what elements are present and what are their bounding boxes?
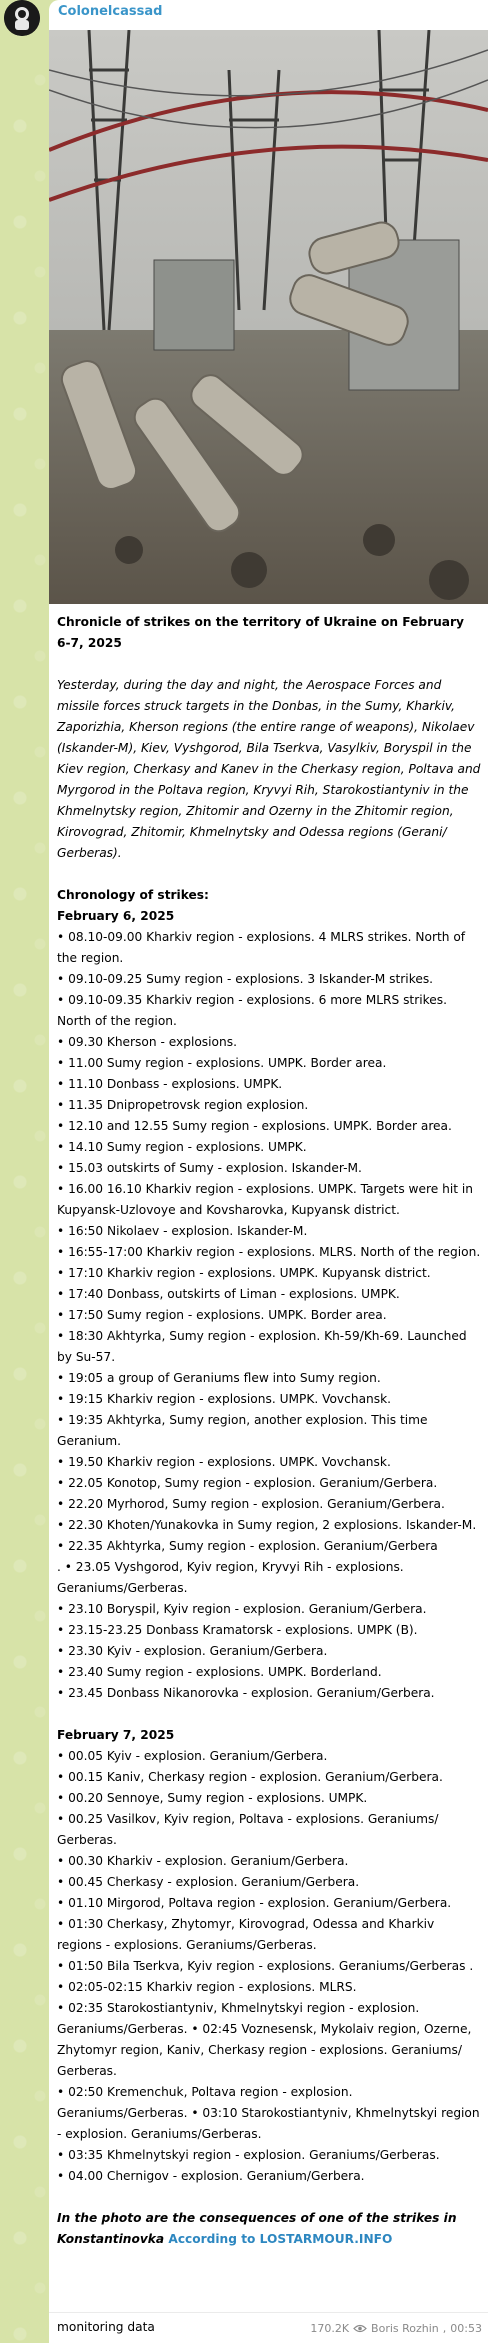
strike-item: • 17:10 Kharkiv region - explosions. UMPK. Kupyansk district.	[57, 1266, 431, 1280]
strike-item: • 00.45 Cherkasy - explosion. Geranium/Gerbera.	[57, 1875, 360, 1889]
source-link[interactable]: According to LOSTARMOUR.INFO	[168, 2232, 393, 2246]
strike-item: • 18:30 Akhtyrka, Sumy region - explosion. Kh-59/Kh-69. Launched by Su-57.	[57, 1329, 467, 1364]
strike-item: • 00.25 Vasilkov, Kyiv region, Poltava - explosions. Geraniums/ Gerberas.	[57, 1812, 439, 1847]
strike-item: • 17:50 Sumy region - explosions. UMPK. Border area.	[57, 1308, 387, 1322]
author-name: Boris Rozhin	[371, 2322, 439, 2335]
strike-item: • 08.10-09.00 Kharkiv region - explosions. 4 MLRS strikes. North of the region.	[57, 930, 466, 965]
message-meta: 170.2K Boris Rozhin , 00:53	[310, 2322, 482, 2335]
channel-avatar-icon	[4, 0, 40, 36]
strike-item: • 16:55-17:00 Kharkiv region - explosions. MLRS. North of the region.	[57, 1245, 481, 1259]
strike-item: • 23.10 Boryspil, Kyiv region - explosion. Geranium/Gerbera.	[57, 1602, 427, 1616]
strike-item: • 22.05 Konotop, Sumy region - explosion. Geranium/Gerbera.	[57, 1476, 438, 1490]
strike-item: • 02:50 Kremenchuk, Poltava region - explosion. Geraniums/Gerberas. • 03:10 Starokostiantyniv, Khmelnytskyi region - explosion. Geraniums/Gerberas.	[57, 2085, 480, 2141]
post-outro-text: In the photo are the consequences of one of the strikes in Konstantinovka	[57, 2211, 457, 2246]
strike-item: • 01:30 Cherkasy, Zhytomyr, Kirovograd, Odessa and Kharkiv regions - explosions. Geraniums/Gerberas.	[57, 1917, 435, 1952]
strike-item: • 11.35 Dnipropetrovsk region explosion.	[57, 1098, 309, 1112]
strike-item: • 14.10 Sumy region - explosions. UMPK.	[57, 1140, 307, 1154]
strike-item: • 15.03 outskirts of Sumy - explosion. Iskander-M.	[57, 1161, 362, 1175]
strike-item: • 16:50 Nikolaev - explosion. Iskander-M.	[57, 1224, 308, 1238]
strike-item: • 22.35 Akhtyrka, Sumy region - explosion. Geranium/Gerbera	[57, 1539, 438, 1553]
strike-item: • 04.00 Chernigov - explosion. Geranium/Gerbera.	[57, 2169, 365, 2183]
strike-item: • 09.10-09.35 Kharkiv region - explosions. 6 more MLRS strikes. North of the region.	[57, 993, 447, 1028]
post-title: Chronicle of strikes on the territory of Ukraine on February 6-7, 2025	[57, 615, 464, 650]
strike-item: • 22.30 Khoten/Yunakovka in Sumy region, 2 explosions. Iskander-M.	[57, 1518, 477, 1532]
day1-list	[57, 927, 481, 1704]
strike-item: • 01.10 Mirgorod, Poltava region - explosion. Geranium/Gerbera.	[57, 1896, 452, 1910]
strike-item: • 03:35 Khmelnytskyi region - explosion. Geraniums/Gerberas.	[57, 2148, 440, 2162]
strike-item: • 19:35 Akhtyrka, Sumy region, another explosion. This time Geranium.	[57, 1413, 428, 1448]
strike-item: • 17:40 Donbass, outskirts of Liman - explosions. UMPK.	[57, 1287, 400, 1301]
strike-item: • 00.05 Kyiv - explosion. Geranium/Gerbera.	[57, 1749, 328, 1763]
post-intro: Yesterday, during the day and night, the Aerospace Forces and missile forces struck targets in the Donbas, in the Sumy, Kharkiv, Zaporizhia, Kherson regions (the entire range of weapons), Nikolaev (Iskander-M), Kiev, Vyshgorod, Bila Tserkva, Vasylkiv, Boryspil in the Kiev region, Cherkasy and Kanev in the Cherkasy region, Poltava and Myrgorod in the Poltava region, Kryvyi Rih, Starokostiantyniv in the Khmelnytsky region, Zhitomir and Ozerny in the Zhitomir region, Kirovograd, Zhitomir, Khmelnytsky and Odessa regions (Gerani/ Gerberas).	[57, 678, 481, 860]
chronology-heading: Chronology of strikes:	[57, 888, 209, 902]
eye-icon	[353, 2324, 367, 2333]
strike-item: • 02:05-02:15 Kharkiv region - explosions. MLRS.	[57, 1980, 357, 1994]
post-time: 00:53	[450, 2322, 482, 2335]
strike-item: • 22.20 Myrhorod, Sumy region - explosion. Geranium/Gerbera.	[57, 1497, 445, 1511]
channel-name[interactable]: Colonelcassad	[58, 4, 163, 19]
strike-item: • 23.45 Donbass Nikanorovka - explosion. Geranium/Gerbera.	[57, 1686, 435, 1700]
strike-item: • 19:05 a group of Geraniums flew into Sumy region.	[57, 1371, 381, 1385]
strike-item: • 00.15 Kaniv, Cherkasy region - explosion. Geranium/Gerbera.	[57, 1770, 443, 1784]
day1-heading: February 6, 2025	[57, 909, 175, 923]
strike-item: • 02:35 Starokostiantyniv, Khmelnytskyi region - explosion. Geraniums/Gerberas. • 02:45 Voznesensk, Mykolaiv region, Ozerne, Zhytomyr region, Kaniv, Cherkasy region - explosions. Geraniums/ Gerberas.	[57, 2001, 472, 2078]
post-photo[interactable]	[49, 30, 488, 604]
footer-note: monitoring data	[57, 2320, 155, 2334]
strike-item: • 09.30 Kherson - explosions.	[57, 1035, 237, 1049]
strike-item: • 12.10 and 12.55 Sumy region - explosions. UMPK. Border area.	[57, 1119, 452, 1133]
strike-item: • 23.30 Kyiv - explosion. Geranium/Gerbera.	[57, 1644, 328, 1658]
channel-avatar[interactable]	[4, 0, 40, 36]
strike-item: . • 23.05 Vyshgorod, Kyiv region, Kryvyi Rih - explosions. Geraniums/Gerberas.	[57, 1560, 404, 1595]
strike-item: • 19.50 Kharkiv region - explosions. UMPK. Vovchansk.	[57, 1455, 391, 1469]
strike-item: • 11.10 Donbass - explosions. UMPK.	[57, 1077, 283, 1091]
message-bubble	[49, 0, 488, 2342]
substation-damage-image	[49, 30, 488, 604]
message-footer	[49, 2312, 488, 2343]
day2-list	[57, 1746, 481, 2187]
post-text	[57, 612, 481, 2250]
strike-item: • 23.40 Sumy region - explosions. UMPK. Borderland.	[57, 1665, 382, 1679]
strike-item: • 09.10-09.25 Sumy region - explosions. 3 Iskander-M strikes.	[57, 972, 434, 986]
day2-heading: February 7, 2025	[57, 1728, 175, 1742]
strike-item: • 00.20 Sennoye, Sumy region - explosions. UMPK.	[57, 1791, 368, 1805]
strike-item: • 01:50 Bila Tserkva, Kyiv region - explosions. Geraniums/Gerberas .	[57, 1959, 474, 1973]
views-count: 170.2K	[310, 2322, 350, 2335]
strike-item: • 11.00 Sumy region - explosions. UMPK. Border area.	[57, 1056, 387, 1070]
strike-item: • 00.30 Kharkiv - explosion. Geranium/Gerbera.	[57, 1854, 349, 1868]
strike-item: • 16.00 16.10 Kharkiv region - explosions. UMPK. Targets were hit in Kupyansk-Uzlovoye and Kovsharovka, Kupyansk district.	[57, 1182, 474, 1217]
post-outro	[57, 2208, 481, 2250]
strike-item: • 19:15 Kharkiv region - explosions. UMPK. Vovchansk.	[57, 1392, 392, 1406]
strike-item: • 23.15-23.25 Donbass Kramatorsk - explosions. UMPK (B).	[57, 1623, 418, 1637]
